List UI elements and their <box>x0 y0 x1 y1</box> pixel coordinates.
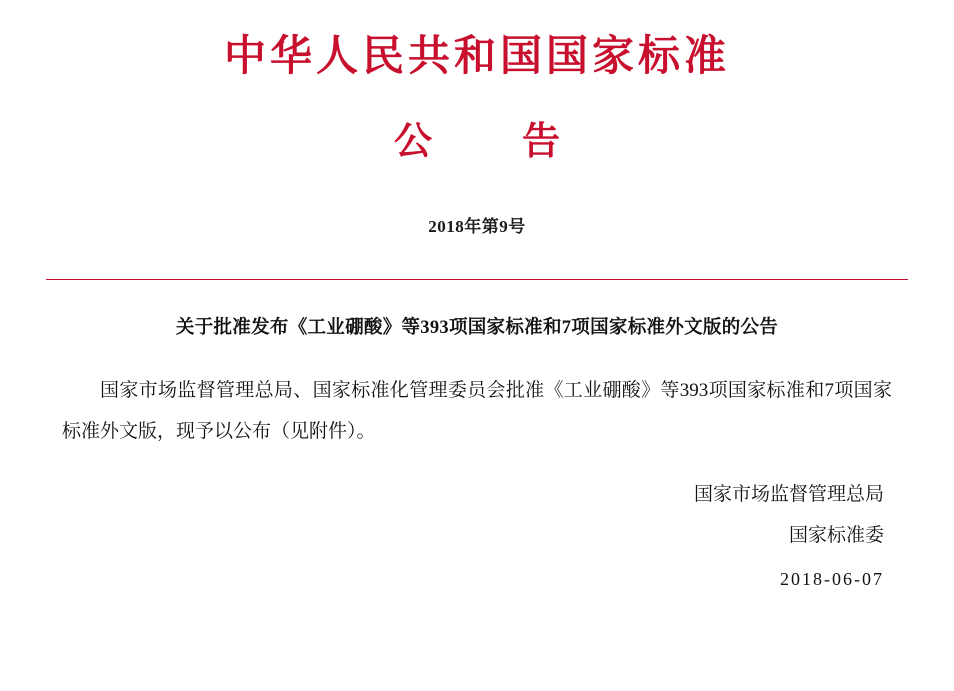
announcement-heading: 公 告 <box>393 121 586 164</box>
signature-organization-secondary: 国家标准委 <box>788 524 884 546</box>
document-body-paragraph: 国家市场监督管理总局、国家标准化管理委员会批准《工业硼酸》等393项国家标准和7项国家标准外文版，现予以公布（见附件）。 <box>62 379 892 442</box>
signature-organization-primary: 国家市场监督管理总局 <box>693 483 884 505</box>
document-title: 关于批准发布《工业硼酸》等393项国家标准和7项国家标准外文版的公告 <box>175 317 779 338</box>
issue-number: 2018年第9号 <box>428 216 526 236</box>
masthead-title: 中华人民共和国国家标准 <box>223 34 730 80</box>
signature-date: 2018-06-07 <box>780 569 884 590</box>
signature-block <box>62 453 892 599</box>
